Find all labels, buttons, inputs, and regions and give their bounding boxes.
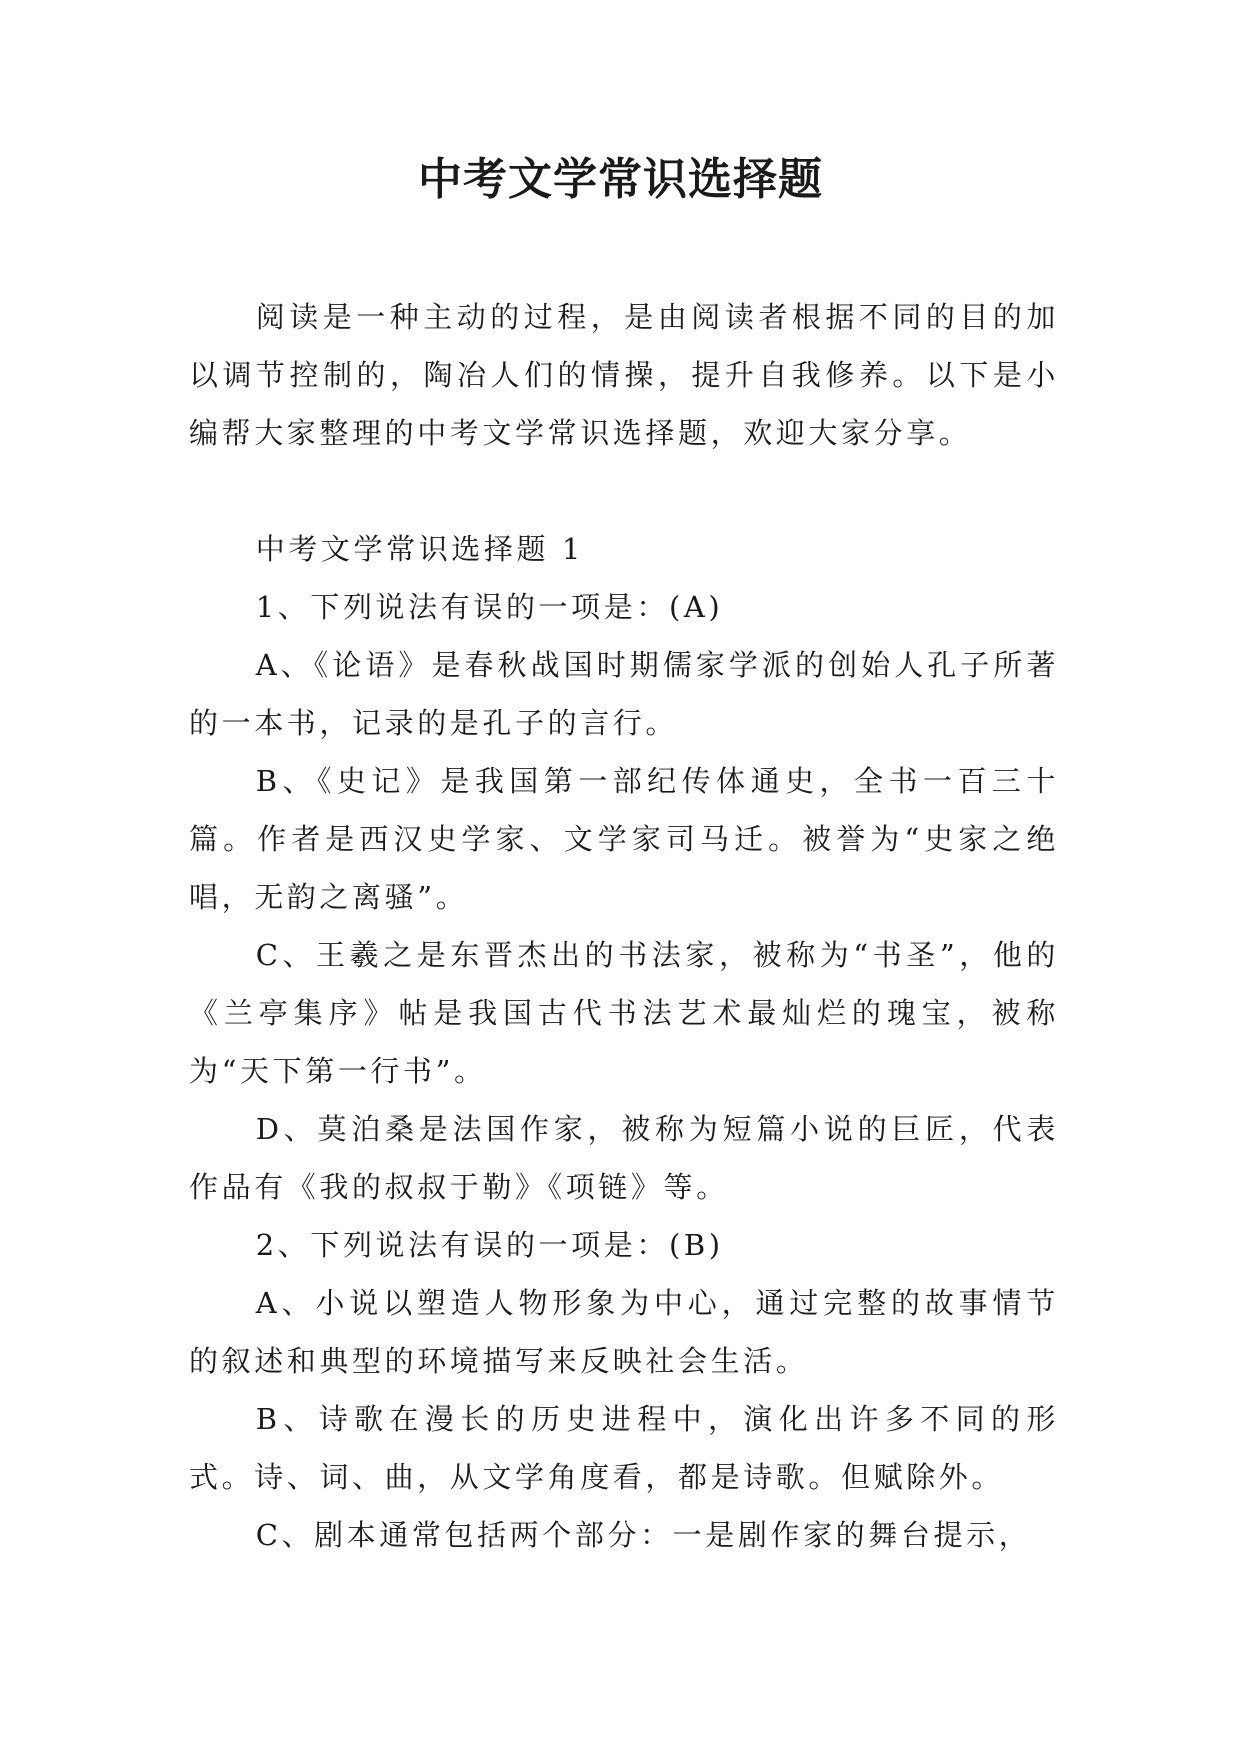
section-heading: 中考文学常识选择题 1 (255, 532, 584, 566)
intro-paragraph: 阅读是一种主动的过程，是由阅读者根据不同的目的加以调节控制的，陶冶人们的情操，提升自我修养。以下是小编帮大家整理的中考文学常识选择题，欢迎大家分享。 (189, 300, 1059, 450)
question-1-option-b: B、《史记》是我国第一部纪传体通史，全书一百三十篇。作者是西汉史学家、文学家司马迁。被誉为“史家之绝唱，无韵之离骚”。 (189, 764, 1059, 914)
question-1-option-a: A、《论语》是春秋战国时期儒家学派的创始人孔子所著的一本书，记录的是孔子的言行。 (189, 648, 1059, 740)
question-1-stem: 1、下列说法有误的一项是：(A) (255, 590, 724, 624)
question-1-option-c: C、王羲之是东晋杰出的书法家，被称为“书圣”，他的《兰亭集序》帖是我国古代书法艺术最灿烂的瑰宝，被称为“天下第一行书”。 (189, 938, 1059, 1088)
question-2-stem: 2、下列说法有误的一项是：(B) (255, 1228, 724, 1262)
question-2-option-b: B、诗歌在漫长的历史进程中，演化出许多不同的形式。诗、词、曲，从文学角度看，都是诗歌。但赋除外。 (189, 1402, 1059, 1494)
document-body (189, 288, 1059, 1564)
question-2-option-c: C、剧本通常包括两个部分：一是剧作家的舞台提示， (255, 1518, 1032, 1552)
question-2-option-a: A、小说以塑造人物形象为中心，通过完整的故事情节的叙述和典型的环境描写来反映社会生活。 (189, 1286, 1059, 1378)
document-title: 中考文学常识选择题 (418, 154, 823, 205)
question-1-option-d: D、莫泊桑是法国作家，被称为短篇小说的巨匠，代表作品有《我的叔叔于勒》《项链》等。 (189, 1112, 1059, 1204)
